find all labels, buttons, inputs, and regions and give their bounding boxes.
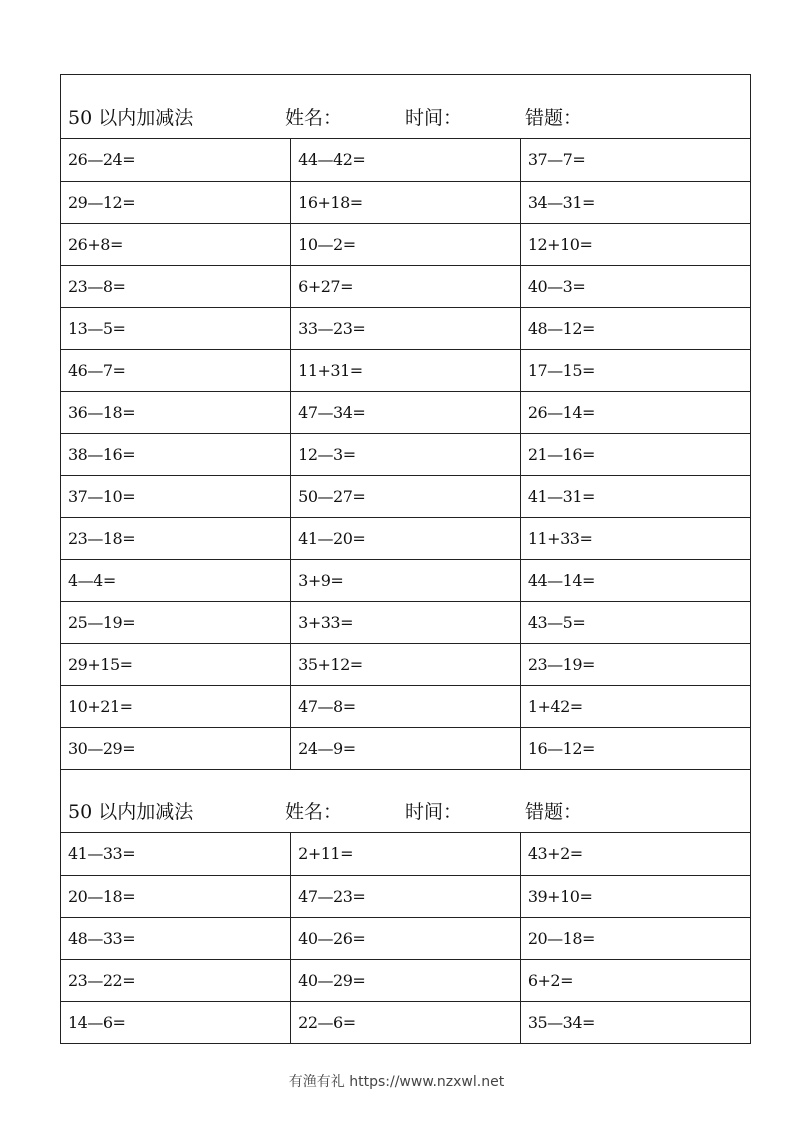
problem-cell: 43+2= <box>520 833 750 875</box>
problem-cell: 24—9= <box>291 727 521 769</box>
problem-table <box>61 139 750 769</box>
problem-cell: 21—16= <box>520 433 750 475</box>
problem-row <box>61 139 750 181</box>
problem-cell: 47—8= <box>291 685 521 727</box>
problem-cell: 34—31= <box>520 181 750 223</box>
problem-cell: 37—7= <box>520 139 750 181</box>
problem-table <box>61 833 750 1043</box>
problem-cell: 44—14= <box>520 559 750 601</box>
problem-cell: 12—3= <box>291 433 521 475</box>
footer-watermark: 有渔有礼 https://www.nzxwl.net <box>288 1074 505 1090</box>
problem-cell: 41—33= <box>61 833 291 875</box>
problem-cell: 40—26= <box>291 917 521 959</box>
problem-cell: 16—12= <box>527 738 595 758</box>
problem-row <box>61 391 750 433</box>
problem-cell: 36—18= <box>61 391 291 433</box>
problem-cell: 10+21= <box>61 685 291 727</box>
worksheet <box>60 74 751 1044</box>
problem-row <box>61 349 750 391</box>
problem-row <box>61 685 750 727</box>
problem-cell: 26+8= <box>61 223 291 265</box>
time-label: 时间： <box>405 801 463 823</box>
problem-cell: 1+42= <box>520 685 750 727</box>
problem-cell: 35+12= <box>291 643 521 685</box>
problem-cell: 23—8= <box>61 265 291 307</box>
problem-row <box>61 307 750 349</box>
problem-cell: 25—19= <box>61 601 291 643</box>
problem-row <box>61 833 750 875</box>
problem-cell: 17—15= <box>520 349 750 391</box>
problem-cell: 26—14= <box>520 391 750 433</box>
problem-cell: 22—6= <box>291 1001 521 1043</box>
problem-row <box>61 517 750 559</box>
problem-cell: 6+27= <box>291 265 521 307</box>
problem-cell: 23—19= <box>520 643 750 685</box>
problem-cell: 37—10= <box>61 475 291 517</box>
problem-cell: 47—23= <box>291 875 521 917</box>
problem-row <box>61 727 750 769</box>
problem-cell: 39+10= <box>520 875 750 917</box>
problem-row <box>61 875 750 917</box>
problem-cell: 29+15= <box>61 643 291 685</box>
wrong-count-label: 错题： <box>525 801 583 823</box>
problem-row <box>61 959 750 1001</box>
problem-cell: 20—18= <box>61 875 291 917</box>
problem-cell: 50—27= <box>291 475 521 517</box>
problem-row <box>61 601 750 643</box>
problem-cell: 43—5= <box>520 601 750 643</box>
problem-row <box>61 433 750 475</box>
problem-cell: 30—29= <box>61 727 291 769</box>
problem-cell: 4—4= <box>61 559 291 601</box>
time-label: 时间： <box>405 107 463 129</box>
problem-cell: 40—29= <box>291 959 521 1001</box>
problem-row <box>61 265 750 307</box>
problem-cell: 6+2= <box>520 959 750 1001</box>
problem-row <box>61 643 750 685</box>
problem-cell: 11+31= <box>291 349 521 391</box>
problem-cell: 47—34= <box>291 391 521 433</box>
problem-cell: 38—16= <box>61 433 291 475</box>
problem-cell: 3+9= <box>291 559 521 601</box>
section-header <box>61 769 750 833</box>
problem-cell: 46—7= <box>61 349 291 391</box>
wrong-count-label: 错题： <box>525 107 583 129</box>
problem-cell: 48—33= <box>61 917 291 959</box>
problem-cell: 35—34= <box>527 1012 595 1032</box>
problem-row <box>61 1001 750 1043</box>
problem-cell: 23—18= <box>61 517 291 559</box>
problem-row <box>61 559 750 601</box>
problem-cell: 16+18= <box>291 181 521 223</box>
problem-cell: 13—5= <box>61 307 291 349</box>
section-header <box>61 75 750 139</box>
name-label: 姓名： <box>285 801 343 823</box>
problem-cell: 41—20= <box>291 517 521 559</box>
problem-cell: 20—18= <box>520 917 750 959</box>
problem-cell: 23—22= <box>61 959 291 1001</box>
problem-cell: 29—12= <box>61 181 291 223</box>
problem-cell: 3+33= <box>291 601 521 643</box>
problem-cell: 2+11= <box>291 833 521 875</box>
problem-row <box>61 181 750 223</box>
problem-cell: 11+33= <box>520 517 750 559</box>
problem-row <box>61 917 750 959</box>
problem-cell: 40—3= <box>520 265 750 307</box>
problem-cell: 10—2= <box>291 223 521 265</box>
problem-cell: 48—12= <box>520 307 750 349</box>
problem-row <box>61 475 750 517</box>
worksheet-title: 50 以内加减法 <box>68 107 194 129</box>
problem-row <box>61 223 750 265</box>
problem-cell: 44—42= <box>291 139 521 181</box>
problem-cell: 41—31= <box>520 475 750 517</box>
name-label: 姓名： <box>285 107 343 129</box>
problem-cell: 33—23= <box>291 307 521 349</box>
problem-cell: 26—24= <box>61 139 291 181</box>
worksheet-title: 50 以内加减法 <box>68 801 194 823</box>
problem-cell: 12+10= <box>520 223 750 265</box>
problem-cell: 14—6= <box>61 1001 291 1043</box>
